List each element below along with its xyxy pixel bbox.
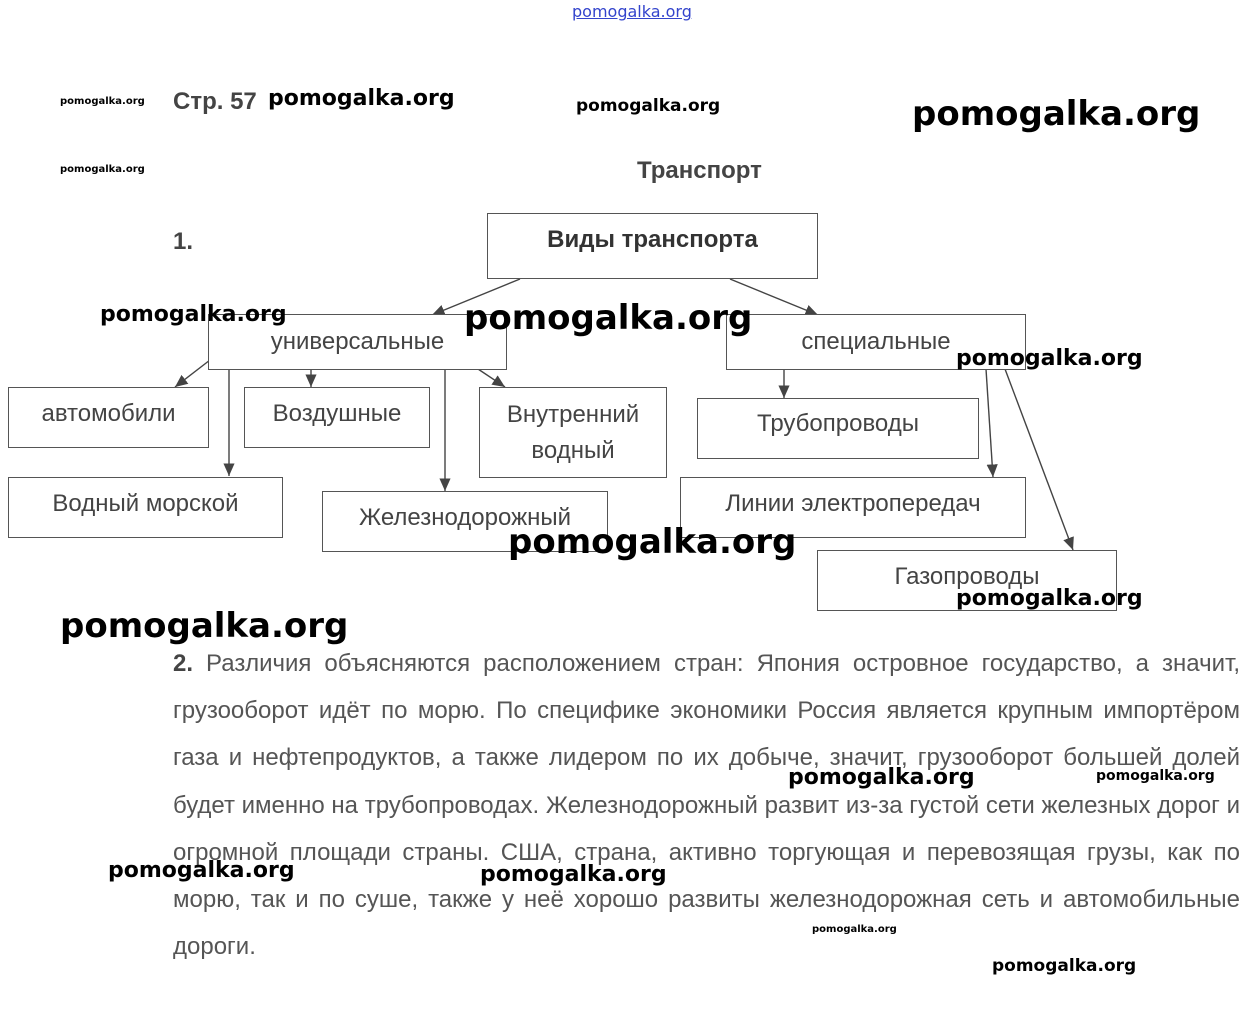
arrow-universal-auto [175, 360, 210, 387]
node-sea-water: Водный морской [8, 477, 283, 538]
task-1-number: 1. [173, 228, 194, 255]
node-gas-pipelines: Газопроводы [817, 550, 1117, 611]
watermark: pomogalka.org [108, 858, 295, 883]
watermark: pomogalka.org [788, 765, 975, 790]
watermark: pomogalka.org [812, 924, 897, 935]
arrow-universal-inland [478, 369, 505, 387]
watermark: pomogalka.org [956, 346, 1143, 371]
node-automobile: автомобили [8, 387, 209, 448]
watermark: pomogalka.org [464, 298, 753, 338]
page-reference: Стр. 57 [173, 88, 257, 115]
watermark: pomogalka.org [60, 164, 145, 175]
watermark: pomogalka.org [508, 522, 797, 562]
diagram-root-node: Виды транспорта [487, 213, 818, 279]
watermark: pomogalka.org [1096, 768, 1215, 784]
task-2-text: Различия объясняются расположением стран: Япония островное государство, а значит, грузооборот идёт по морю. По специфике экономики Россия является крупным импортёром газа и нефтепродуктов, а также лидером по их добыче, значит, грузооборот большей долей будет именно на трубопроводах. Железнодорожный развит из-за густой сети железных дорог и огромной площади страны. США, страна, активно торгующая и перевозящая грузы, как по морю, так и по суше, также у неё хорошо развиты железнодорожная сеть и автомобильные дороги. [173, 650, 1241, 961]
watermark: pomogalka.org [100, 302, 287, 327]
task-2-number: 2. [173, 650, 194, 677]
watermark: pomogalka.org [60, 96, 145, 107]
watermark: pomogalka.org [956, 586, 1143, 611]
page-title: Транспорт [637, 157, 762, 184]
arrow-special-power [986, 369, 993, 477]
watermark-top[interactable]: pomogalka.org [572, 2, 692, 21]
node-inland-water: Внутренний водный [479, 387, 667, 478]
watermark: pomogalka.org [576, 96, 721, 116]
node-power-lines: Линии электропередач [680, 477, 1026, 538]
watermark: pomogalka.org [268, 86, 455, 111]
node-railway: Железнодорожный [322, 491, 608, 552]
watermark: pomogalka.org [912, 94, 1201, 134]
watermark: pomogalka.org [480, 862, 667, 887]
node-special: специальные [726, 314, 1026, 370]
task-2-answer [173, 640, 1240, 970]
node-air: Воздушные [244, 387, 430, 448]
node-universal: универсальные [208, 314, 507, 370]
watermark: pomogalka.org [992, 956, 1137, 976]
watermark: pomogalka.org [60, 606, 349, 646]
node-pipelines: Трубопроводы [697, 398, 979, 459]
